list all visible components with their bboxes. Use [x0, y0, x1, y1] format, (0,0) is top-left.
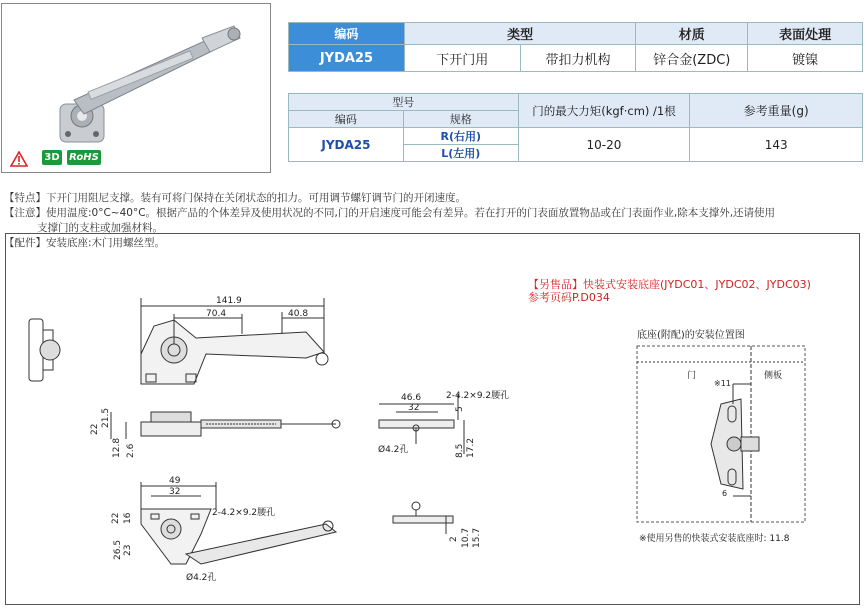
dim-5: 5	[455, 406, 465, 412]
spec-subheader: 规格	[403, 111, 518, 128]
feature-note: 【特点】下开门用阻尼支撑。装有可将门保持在关闭状态的扣力。可用调节螺钉调节门的开闭速度。	[4, 192, 466, 204]
weight-cell: 143	[690, 128, 863, 162]
dim-16: 16	[123, 512, 133, 524]
spec-left-cell[interactable]: L(左用)	[403, 145, 518, 162]
type-cell-1: 下开门用	[404, 45, 520, 72]
dim-m6: 6	[722, 489, 728, 498]
torque-cell: 10-20	[518, 128, 690, 162]
technical-drawing	[5, 233, 860, 605]
dim-2-6: 2.6	[126, 443, 136, 458]
dim-10-7: 10.7	[461, 527, 471, 548]
dim-49: 49	[169, 476, 181, 486]
type-header: 类型	[404, 23, 636, 45]
side-panel-label: 侧板	[764, 371, 783, 381]
accessory-note: 【配件】安装底座:木门用螺丝型。	[4, 237, 166, 249]
type-cell-2: 带扣力机构	[520, 45, 636, 72]
product-photo	[1, 3, 271, 173]
dim-21-5: 21.5	[101, 407, 111, 428]
front-view	[111, 412, 340, 439]
dim-141-9: 141.9	[216, 296, 242, 306]
caution-note-cont: 支撑门的支柱或加强材料。	[37, 222, 163, 234]
quick-mount-note: ※使用另售的快装式安装底座时: 11.8	[639, 534, 790, 544]
model-header: 型号	[289, 94, 519, 111]
sold-separately-note[interactable]: 【另售品】快装式安装底座(JYDC01、JYDC02、JYDC03)	[528, 278, 811, 291]
dim-26-5: 26.5	[113, 539, 123, 560]
3d-badge[interactable]: 3D	[42, 150, 62, 165]
side-view-small	[29, 319, 60, 381]
finish-header: 表面处理	[748, 23, 863, 45]
dim-15-7: 15.7	[472, 527, 482, 548]
damper-photo-image	[2, 4, 270, 172]
dim-12-8: 12.8	[112, 437, 122, 458]
slot-label-1: 2-4.2×9.2腰孔	[446, 391, 510, 401]
weight-header: 参考重量(g)	[690, 94, 863, 128]
dim-m11: ※11	[714, 379, 731, 388]
warning-icon	[10, 151, 28, 167]
dim-22-b: 22	[111, 512, 121, 524]
hole-label-1: Ø4.2孔	[378, 445, 409, 455]
door-label: 门	[687, 371, 697, 381]
type-table	[288, 22, 863, 72]
dim-70-4: 70.4	[206, 309, 227, 319]
slot-label-2: 2-4.2×9.2腰孔	[212, 508, 276, 518]
code-header: 编码	[289, 23, 405, 45]
rohs-badge: RoHS	[67, 150, 101, 165]
dim-8-5: 8.5	[455, 443, 465, 458]
spec-table	[288, 93, 863, 162]
torque-header: 门的最大力矩(kgf·cm) /1根	[518, 94, 690, 128]
mount-base-shape	[711, 399, 759, 489]
code-cell[interactable]: JYDA25	[289, 45, 405, 72]
dim-32-b: 32	[169, 487, 181, 497]
model-code-cell[interactable]: JYDA25	[289, 128, 404, 162]
dim-32-a: 32	[408, 403, 420, 413]
finish-cell: 镀镍	[748, 45, 863, 72]
dim-23: 23	[123, 544, 133, 556]
material-header: 材质	[636, 23, 748, 45]
side-view-bottom	[393, 502, 453, 534]
spec-right-cell[interactable]: R(右用)	[403, 128, 518, 145]
dim-40-8: 40.8	[288, 309, 309, 319]
code-subheader: 编码	[289, 111, 404, 128]
mount-diagram-title: 底座(附配)的安装位置图	[637, 330, 745, 341]
dim-17-2: 17.2	[466, 437, 476, 458]
caution-note: 【注意】使用温度:0°C~40°C。根据产品的个体差异及使用状况的不同,门的开启速度可能会有差异。若在打开的门表面放置物品或在门表面作业,除本支撑外,还请使用	[4, 207, 776, 219]
reference-page-link[interactable]: 参考页码P.D034	[528, 291, 610, 304]
hole-label-2: Ø4.2孔	[186, 573, 217, 583]
dim-22-a: 22	[90, 423, 100, 435]
dim-2: 2	[449, 536, 459, 542]
dim-46-6: 46.6	[401, 393, 422, 403]
material-cell: 锌合金(ZDC)	[636, 45, 748, 72]
